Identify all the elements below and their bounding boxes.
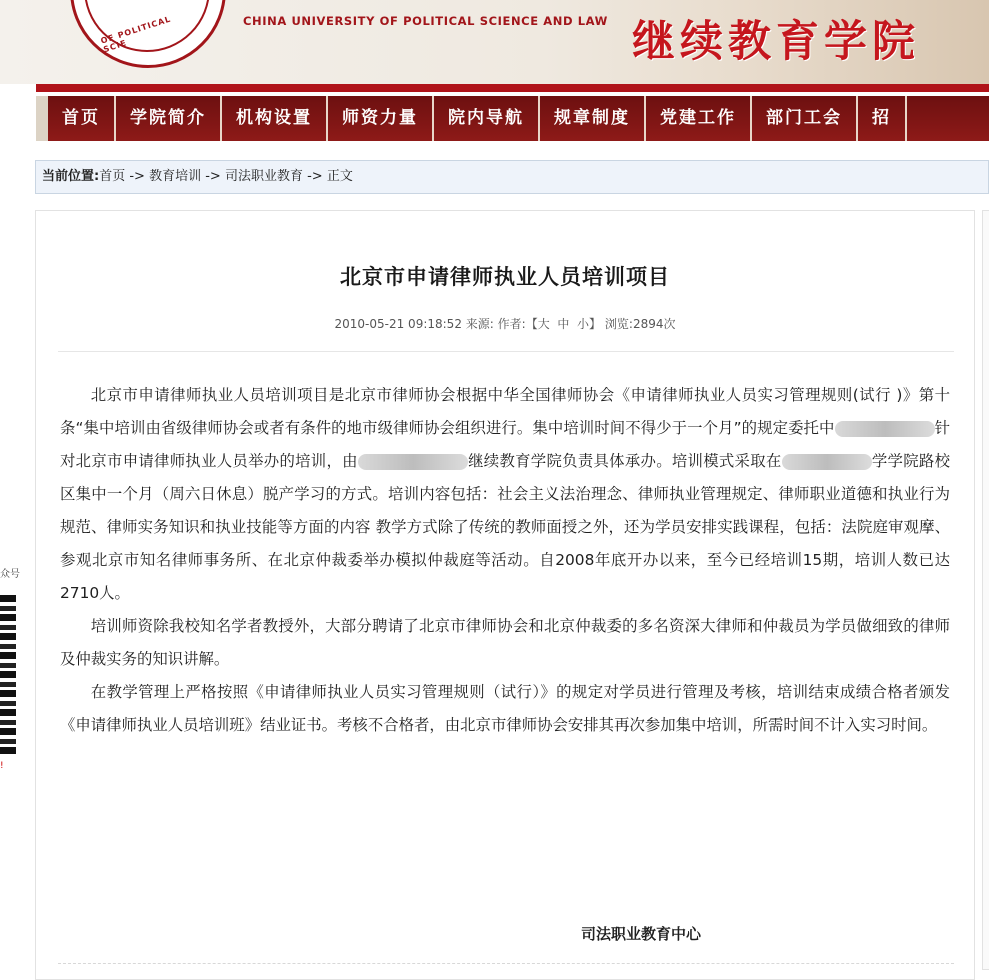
article-container bbox=[35, 210, 975, 980]
article-title: 北京市申请律师执业人员培训项目 bbox=[340, 265, 670, 289]
nav-item-campus-nav[interactable]: 院内导航 bbox=[434, 96, 540, 141]
nav-item-organization[interactable]: 机构设置 bbox=[222, 96, 328, 141]
font-size-small[interactable]: 小 bbox=[577, 317, 590, 331]
nav-item-about[interactable]: 学院简介 bbox=[116, 96, 222, 141]
site-header bbox=[0, 0, 989, 84]
nav-item-union[interactable]: 部门工会 bbox=[752, 96, 858, 141]
views-label: 浏览: bbox=[604, 317, 633, 331]
breadcrumb-judicial[interactable]: 司法职业教育 bbox=[224, 169, 303, 184]
font-size-open: 【 bbox=[525, 317, 538, 331]
article-footer-divider bbox=[58, 963, 954, 964]
qr-code-icon bbox=[0, 595, 16, 755]
paragraph-2: 培训师资除我校知名学者教授外，大部分聘请了北京市律师协会和北京仲裁委的多名资深大律师和仲裁员为学员做细致的律师及仲裁实务的知识讲解。 bbox=[60, 617, 950, 668]
breadcrumb-sep: -> bbox=[125, 169, 150, 184]
author-label: 作者: bbox=[497, 317, 526, 331]
university-name-en: CHINA UNIVERSITY OF POLITICAL SCIENCE AND LAW bbox=[243, 14, 608, 28]
redacted-text bbox=[835, 421, 935, 437]
breadcrumb-label: 当前位置: bbox=[42, 169, 100, 184]
font-size-medium[interactable]: 中 bbox=[557, 317, 570, 331]
qr-label: 众号 bbox=[0, 569, 20, 580]
breadcrumb-sep: -> bbox=[201, 169, 225, 184]
qr-foot: ! bbox=[0, 761, 4, 771]
source-label: 来源: bbox=[465, 317, 494, 331]
paragraph-1-part-c: 继续教育学院负责具体承办。培训模式采取在 bbox=[467, 452, 782, 470]
paragraph-1 bbox=[60, 379, 950, 610]
paragraph-3: 在教学管理上严格按照《申请律师执业人员实习管理规则（试行）》的规定对学员进行管理及考核，培训结束成绩合格者颁发《申请律师执业人员培训班》结业证书。考核不合格者，由北京市律师协会安排其再次参加集中培训，所需时间不计入实习时间。 bbox=[60, 683, 950, 734]
main-nav bbox=[48, 96, 989, 141]
college-name-cn: 继续教育学院 bbox=[632, 17, 920, 67]
nav-item-regulations[interactable]: 规章制度 bbox=[540, 96, 646, 141]
breadcrumb-home[interactable]: 首页 bbox=[99, 169, 126, 184]
paragraph-1-part-d: 学学院路校区集中一个月（周六日休息）脱产学习的方式。培训内容包括：社会主义法治理念、律师执业管理规定、律师职业道德和执业行为规范、律师实务知识和执业技能等方面的内容 教学方式除了传统的教师面授之外，还为学员安排实践课程，包括：法院庭审观摩、参观北京市知名律师事务所、在北京仲裁委举办模拟仲裁庭等活动。自2008年底开办以来，至今已经培训15期，培训人数已达2710人。 bbox=[60, 452, 950, 602]
paragraph-1-part-b: 针对北京市申请律师执业人员举办的培训，由 bbox=[60, 419, 950, 470]
breadcrumb-current: 正文 bbox=[326, 169, 353, 184]
article-signature: 司法职业教育中心 bbox=[581, 925, 702, 943]
breadcrumb bbox=[35, 160, 989, 194]
views-count: 2894次 bbox=[632, 317, 676, 331]
breadcrumb-education[interactable]: 教育培训 bbox=[149, 169, 202, 184]
logo-text: OF POLITICAL SCIE bbox=[99, 14, 173, 55]
right-sidebar bbox=[982, 210, 989, 970]
wechat-qr-panel bbox=[0, 565, 20, 805]
nav-item-admissions[interactable]: 招 bbox=[858, 96, 907, 141]
header-divider bbox=[36, 84, 989, 92]
nav-item-faculty[interactable]: 师资力量 bbox=[328, 96, 434, 141]
breadcrumb-sep: -> bbox=[302, 169, 327, 184]
nav-item-home[interactable]: 首页 bbox=[48, 96, 116, 141]
nav-left-edge bbox=[36, 96, 48, 141]
font-size-close: 】 bbox=[589, 317, 602, 331]
article-body bbox=[60, 379, 950, 742]
article-date: 2010-05-21 09:18:52 bbox=[334, 317, 462, 331]
font-size-large[interactable]: 大 bbox=[537, 317, 550, 331]
meta-divider bbox=[58, 351, 954, 352]
article-meta bbox=[36, 315, 974, 332]
nav-item-party-work[interactable]: 党建工作 bbox=[646, 96, 752, 141]
redacted-text bbox=[358, 454, 468, 470]
redacted-text bbox=[782, 454, 872, 470]
paragraph-1-part-a: 北京市申请律师执业人员培训项目是北京市律师协会根据中华全国律师协会《申请律师执业人员实习管理规则(试行 )》第十条“集中培训由省级律师协会或者有条件的地市级律师协会组织进行。集中培训时间不得少于一个月”的规定委托中 bbox=[60, 386, 950, 437]
